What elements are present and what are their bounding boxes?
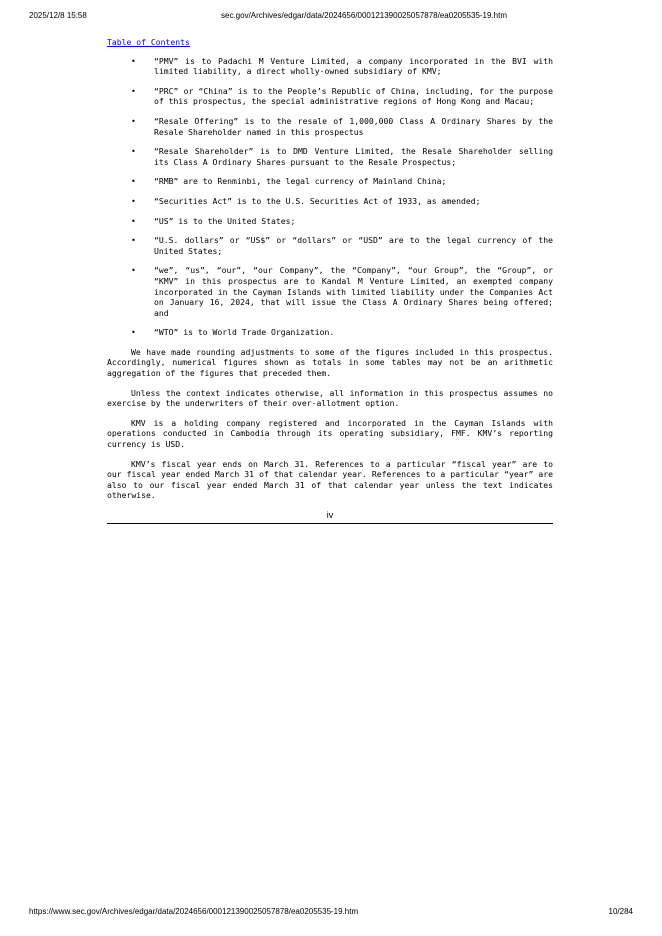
overallotment-paragraph: Unless the context indicates otherwise, all information in this prospectus assumes no exercise by the underwriters of their over-allotment option. — [107, 387, 553, 409]
fiscal-year-paragraph: KMV’s fiscal year ends on March 31. References to a particular “fiscal year” are to our fiscal year ended March 31 of that calendar year. References to a particular “year” are also to our fiscal year ended March 31 of that calendar year unless the text indicates otherwise. — [107, 458, 553, 501]
print-header — [0, 11, 662, 25]
holding-company-paragraph: KMV is a holding company registered and incorporated in the Cayman Islands with operations conducted in Cambodia through its operating subsidiary, FMF. KMV’s reporting currency is USD. — [107, 417, 553, 450]
definition-text: “Securities Act” is to the U.S. Securities Act of 1933, as amended; — [154, 195, 481, 206]
definitions-list — [107, 56, 553, 338]
bullet-icon: • — [131, 55, 136, 66]
document-body — [107, 37, 553, 524]
definition-item — [107, 56, 553, 77]
definition-item — [107, 116, 553, 137]
definition-text: “we”, “us”, “our”, “our Company”, the “Company”, “our Group”, the “Group”, or “KMV” in this prospectus are to Kandal M Venture Limited, an exempted company incorporated in the Cayman Islands with limited liability under the Companies Act on January 16, 2024, that will issue the Class A Ordinary Shares being offered; and — [154, 265, 553, 318]
page-divider — [107, 523, 553, 524]
definition-text: “RMB” are to Renminbi, the legal currency of Mainland China; — [154, 176, 447, 187]
definition-item — [107, 216, 553, 227]
definition-text: “Resale Shareholder” is to DMD Venture Limited, the Resale Shareholder selling its Class A Ordinary Shares pursuant to the Resale Prospectus; — [154, 146, 553, 167]
bullet-icon: • — [131, 265, 136, 276]
definition-item — [107, 196, 553, 207]
bullet-icon: • — [131, 195, 136, 206]
print-footer — [0, 907, 662, 921]
definition-text: “US” is to the United States; — [154, 215, 296, 226]
definition-text: “Resale Offering” is to the resale of 1,000,000 Class A Ordinary Shares by the Resale Shareholder named in this prospectus — [154, 115, 553, 137]
definition-text: “WTO” is to World Trade Organization. — [154, 327, 335, 338]
bullet-icon: • — [131, 215, 136, 226]
definition-text: “PRC” or “China” is to the People’s Republic of China, including, for the purpose of this prospectus, the special administrative regions of Hong Kong and Macau; — [154, 85, 553, 107]
bullet-icon: • — [131, 327, 136, 338]
bullet-icon: • — [131, 85, 136, 96]
page-number: iv — [326, 510, 334, 520]
definition-text: “PMV” is to Padachi M Venture Limited, a company incorporated in the BVI with limited liability, a direct wholly-owned subsidiary of KMV; — [154, 55, 553, 77]
definition-item — [107, 146, 553, 167]
bullet-icon: • — [131, 146, 136, 157]
bullet-icon: • — [131, 235, 136, 246]
definition-item — [107, 235, 553, 256]
print-page-count: 10/284 — [608, 907, 633, 916]
table-of-contents-link[interactable]: Table of Contents — [107, 37, 190, 47]
bullet-icon: • — [131, 176, 136, 187]
rounding-paragraph: We have made rounding adjustments to some of the figures included in this prospectus. Accordingly, numerical figures shown as totals in some tables may not be an arithmetic aggregation of the figures that preceded them. — [107, 346, 553, 379]
definition-item — [107, 176, 553, 187]
definition-text: “U.S. dollars” or “US$” or “dollars” or “USD” are to the legal currency of the United States; — [154, 235, 553, 256]
print-datetime: 2025/12/8 15:58 — [29, 11, 87, 20]
print-footer-url: https://www.sec.gov/Archives/edgar/data/2024656/000121390025057878/ea0205535-19.htm — [29, 907, 359, 916]
definition-item — [107, 86, 553, 107]
definition-item — [107, 327, 553, 338]
bullet-icon: • — [131, 115, 136, 126]
definition-item — [107, 265, 553, 318]
print-page-title: sec.gov/Archives/edgar/data/2024656/000121390025057878/ea0205535-19.htm — [221, 11, 508, 20]
